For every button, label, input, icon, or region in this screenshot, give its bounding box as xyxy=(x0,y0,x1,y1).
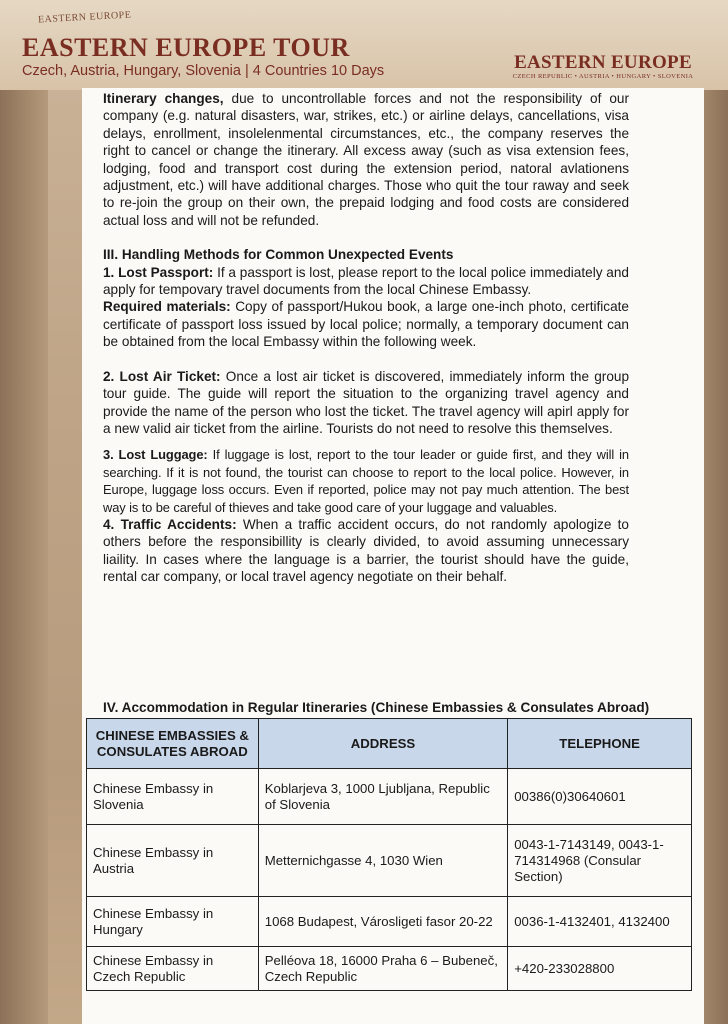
table-row xyxy=(87,897,692,947)
traffic-accidents-paragraph xyxy=(103,516,629,586)
table-header-row xyxy=(87,719,692,769)
lost-ticket-lead: 2. Lost Air Ticket: xyxy=(103,368,221,384)
section-heading-3: III. Handling Methods for Common Unexpected Events xyxy=(103,247,454,263)
lost-passport-paragraph xyxy=(103,264,629,299)
small-brand-logo: EASTERN EUROPE xyxy=(37,9,132,26)
table-row xyxy=(87,825,692,897)
address-cell: Pelléova 18, 16000 Praha 6 – Bubeneč, Czech Republic xyxy=(258,947,507,991)
section-heading-4: IV. Accommodation in Regular Itineraries (Chinese Embassies & Consulates Abroad) xyxy=(103,700,650,715)
telephone-cell: 00386(0)30640601 xyxy=(508,769,692,825)
lost-luggage-paragraph xyxy=(103,446,629,516)
telephone-cell: 0036-1-4132401, 4132400 xyxy=(508,897,692,947)
lost-luggage-lead: 3. Lost Luggage: xyxy=(103,447,208,463)
telephone-cell: 0043-1-7143149, 0043-1-714314968 (Consular Section) xyxy=(508,825,692,897)
lost-passport-lead: 1. Lost Passport: xyxy=(103,264,214,280)
page-header xyxy=(0,0,728,90)
lost-passport-text: If a passport is lost, please report to the local police immediately and apply for tempovary travel documents from the local Chinese Embassy. xyxy=(103,264,629,298)
itinerary-paragraph xyxy=(103,90,629,229)
required-materials-lead: Required materials: xyxy=(103,299,231,315)
embassy-name-cell: Chinese Embassy in Slovenia xyxy=(87,769,259,825)
traffic-accidents-lead: 4. Traffic Accidents: xyxy=(103,516,237,532)
embassy-name-cell: Chinese Embassy in Austria xyxy=(87,825,259,897)
column-header-telephone: TELEPHONE xyxy=(508,719,692,769)
itinerary-text: due to uncontrollable forces and not the responsibility of our company (e.g. natural disasters, war, strikes, etc.) or airline delays, cancellations, visa delays, enrollment, insolelenmental circumstances, etc., the company reserves the right to cancel or change the itinerary. All excess away (such as visa extension fees, lodging, food and transport cost during the extension period, natoral avlationens adjustment, etc.) will have additional charges. Those who quit the tour raway and seek to re-join the group on their own, the prepaid lodging and food costs are considered actual loss and will not be refunded. xyxy=(103,91,629,228)
traffic-accidents-text: When a traffic accident occurs, do not randomly apologize to others before the responsibillity is clearly divided, to avoid assuming unnecessary liaility. In cases where the language is a barrier, the tourist should have the guide, rental car company, or local travel agency negotiate on their behalf. xyxy=(103,516,629,585)
page-title: EASTERN EUROPE TOUR xyxy=(22,33,350,62)
required-materials-paragraph xyxy=(103,298,629,350)
embassy-name-cell: Chinese Embassy in Czech Republic xyxy=(87,947,259,991)
table-row xyxy=(87,947,692,991)
lost-ticket-text: Once a lost air ticket is discovered, immediately inform the group tour guide. The guide will report the situation to the organizing travel agency and provide the name of the person who lost the ticket. The travel agency will apirl apply for a new valid air ticket from the airline. Tourists do not need to resolve this themselves. xyxy=(103,368,630,436)
page-subtitle: Czech, Austria, Hungary, Slovenia | 4 Countries 10 Days xyxy=(22,63,385,79)
lost-ticket-paragraph xyxy=(103,368,629,438)
required-materials-text: Copy of passport/Hukou book, a large one-inch photo, certificate certificate of passport loss issued by local police; normally, a temporary document can be obtained from the local Embassy within the following week. xyxy=(103,299,629,350)
address-cell: 1068 Budapest, Városligeti fasor 20-22 xyxy=(258,897,507,947)
embassy-table xyxy=(86,718,692,991)
lost-luggage-text: If luggage is lost, report to the tour leader or guide first, and they will in searching. If it is not found, the tourist can choose to report to the local police. However, in Europe, luggage loss occurs. Even if reported, police may not pay much attention. The best way is to be careful of thieves and take good care of your luggage and valuables. xyxy=(103,447,629,515)
document-body xyxy=(103,90,629,586)
table-row xyxy=(87,769,692,825)
brand-countries: CZECH REPUBLIC • AUSTRIA • HUNGARY • SLOVENIA xyxy=(512,73,694,80)
column-header-address: ADDRESS xyxy=(258,719,507,769)
brand-logo: EASTERN EUROPE xyxy=(514,52,692,73)
address-cell: Koblarjeva 3, 1000 Ljubljana, Republic of Slovenia xyxy=(258,769,507,825)
telephone-cell: +420-233028800 xyxy=(508,947,692,991)
address-cell: Metternichgasse 4, 1030 Wien xyxy=(258,825,507,897)
itinerary-lead: Itinerary changes, xyxy=(103,91,224,106)
column-header-embassy: CHINESE EMBASSIES & CONSULATES ABROAD xyxy=(87,719,259,769)
decorative-edge-left xyxy=(0,90,48,1024)
embassy-name-cell: Chinese Embassy in Hungary xyxy=(87,897,259,947)
